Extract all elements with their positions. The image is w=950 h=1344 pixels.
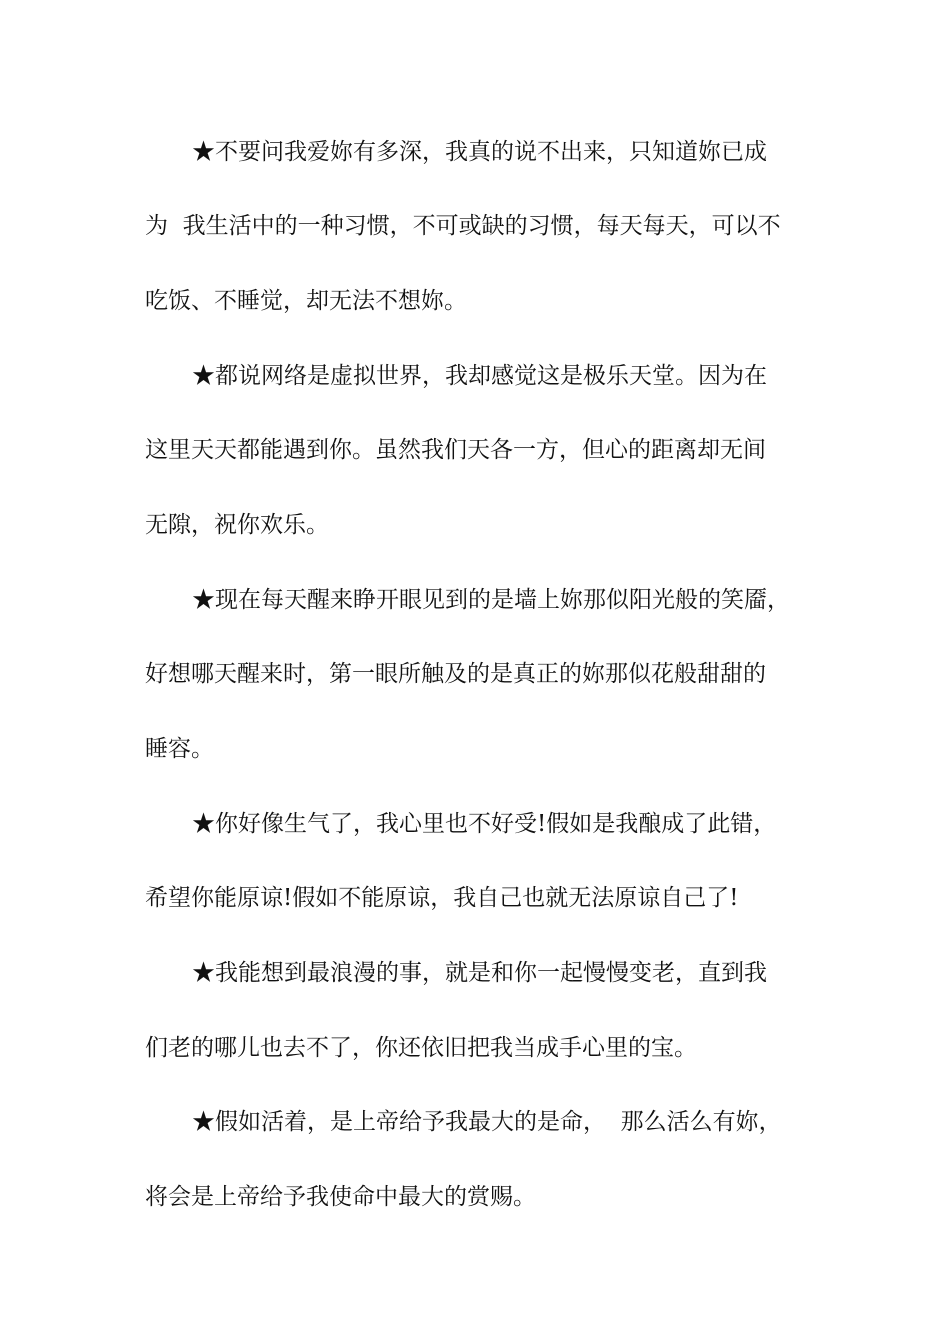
paragraph-4-line-2: 希望你能原谅!假如不能原谅，我自己也就无法原谅自己了! [145, 885, 739, 911]
paragraph-1-line-1: ★不要问我爱妳有多深，我真的说不出来，只知道妳已成 [192, 139, 767, 165]
paragraph-3-line-3: 睡容。 [145, 736, 214, 762]
paragraph-1-line-2: 为 我生活中的一种习惯，不可或缺的习惯，每天每天，可以不 [145, 213, 781, 239]
paragraph-2-line-2: 这里天天都能遇到你。虽然我们天各一方，但心的距离却无间 [145, 437, 766, 463]
paragraph-6-line-1: ★假如活着，是上帝给予我最大的是命， 那么活么有妳， [192, 1109, 782, 1135]
paragraph-5-line-2: 们老的哪儿也去不了，你还依旧把我当成手心里的宝。 [145, 1035, 697, 1061]
paragraph-4-line-1: ★你好像生气了，我心里也不好受!假如是我酿成了此错， [192, 811, 777, 837]
paragraph-6-line-2: 将会是上帝给予我使命中最大的赏赐。 [145, 1184, 536, 1210]
paragraph-5-line-1: ★我能想到最浪漫的事，就是和你一起慢慢变老，直到我 [192, 960, 767, 986]
paragraph-2-line-1: ★都说网络是虚拟世界，我却感觉这是极乐天堂。因为在 [192, 363, 767, 389]
paragraph-3-line-1: ★现在每天醒来睁开眼见到的是墙上妳那似阳光般的笑靥， [192, 587, 790, 613]
paragraph-2-line-3: 无隙，祝你欢乐。 [145, 512, 329, 538]
paragraph-1-line-3: 吃饭、不睡觉，却无法不想妳。 [145, 288, 467, 314]
paragraph-3-line-2: 好想哪天醒来时，第一眼所触及的是真正的妳那似花般甜甜的 [145, 661, 766, 687]
